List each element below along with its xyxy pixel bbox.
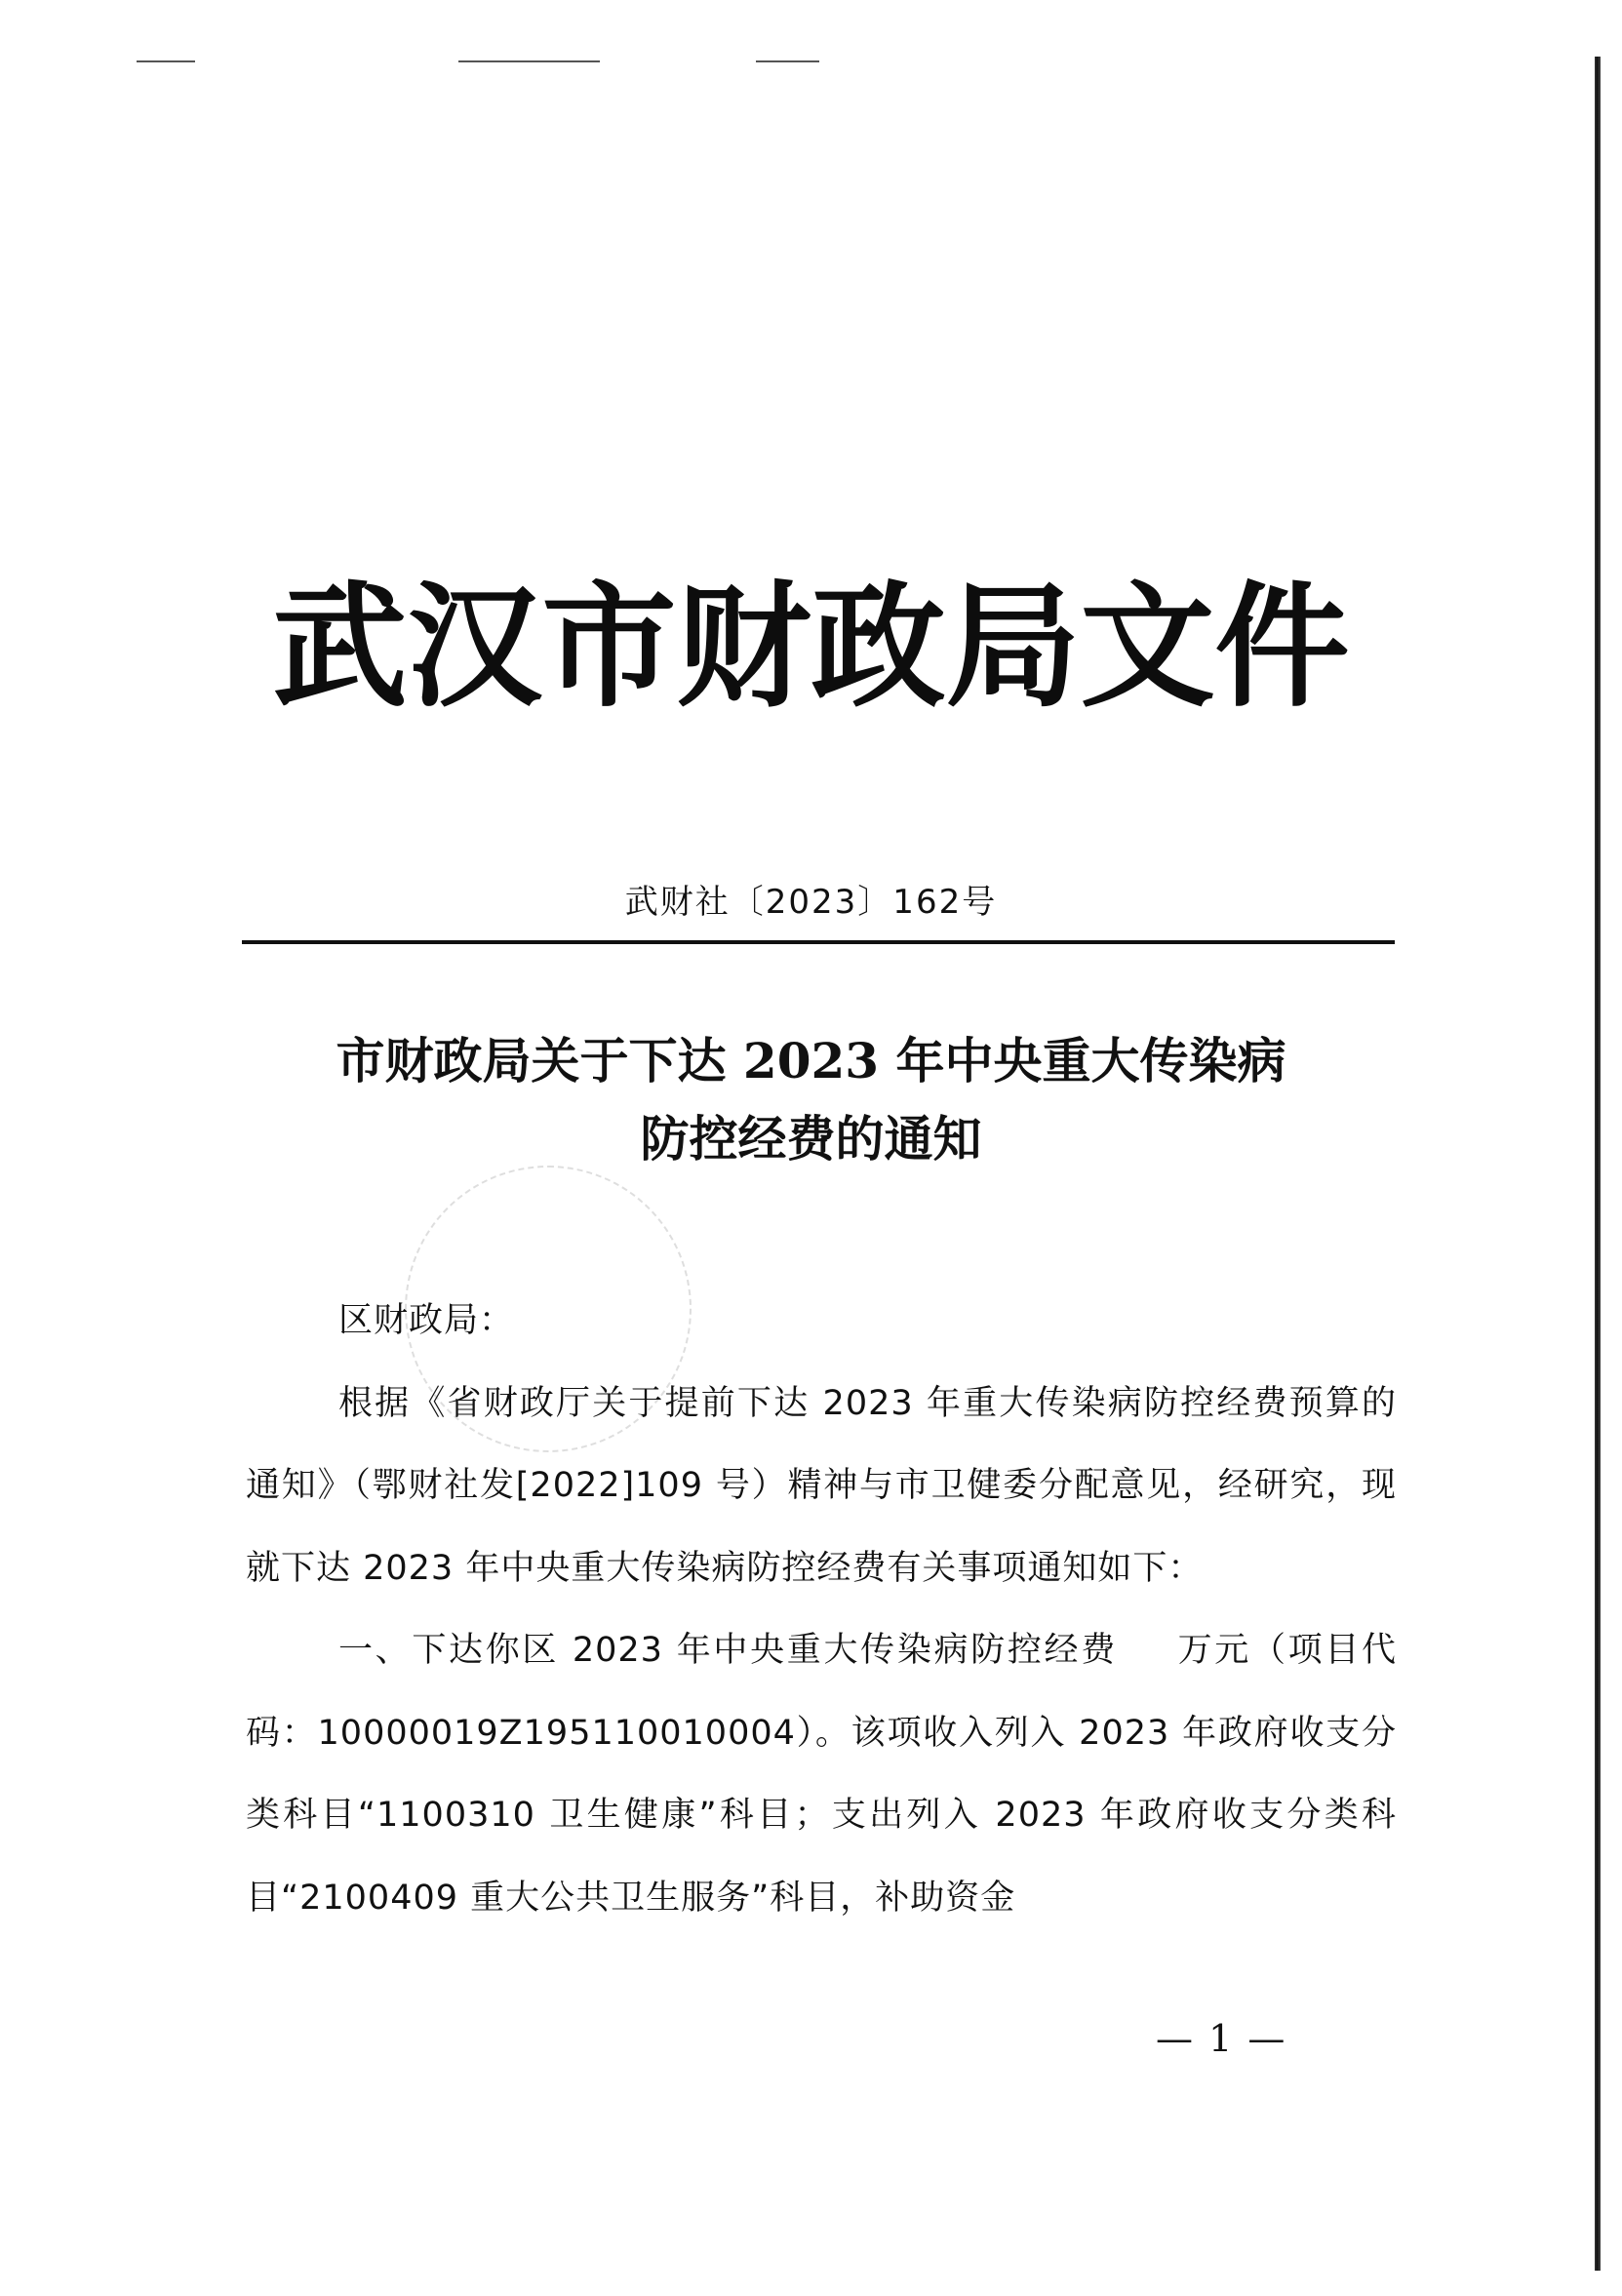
- body-text: [246, 1280, 1397, 1939]
- notice-title-line-1: 市财政局关于下达 2023 年中央重大传染病: [336, 1032, 1286, 1089]
- paragraph-2-part-2: 万元（项目代码：10000019Z195110010004）。该项收入列入 2023 年政府收支分类科目“1100310 卫生健康”科目；支出列入 2023 年政府收支分类科目“2100409 重大公共卫生服务”科目，补助资金: [246, 1631, 1397, 1918]
- paragraph-1: 根据《省财政厅关于提前下达 2023 年重大传染病防控经费预算的通知》（鄂财社发[2022]109 号）精神与市卫健委分配意见，经研究，现就下达 2023 年中央重大传染病防控经费有关事项通知如下：: [246, 1383, 1397, 1588]
- paragraph-2: [246, 1609, 1397, 1939]
- document-number: 武财社〔2023〕162号: [624, 883, 998, 922]
- page-number: — 1 —: [1156, 2017, 1287, 2060]
- scan-top-marks: [0, 60, 1622, 64]
- salutation: 区财政局：: [338, 1301, 515, 1340]
- scan-mark: [756, 60, 819, 62]
- notice-title-line-2: 防控经费的通知: [640, 1110, 982, 1168]
- notice-title: [0, 1022, 1622, 1178]
- header-divider: [242, 940, 1395, 944]
- scan-mark: [458, 60, 600, 62]
- scan-mark: [137, 60, 195, 62]
- paragraph-2-part-1: 一、下达你区 2023 年中央重大传染病防控经费: [338, 1631, 1118, 1670]
- agency-title: 武汉市财政局文件: [272, 567, 1350, 726]
